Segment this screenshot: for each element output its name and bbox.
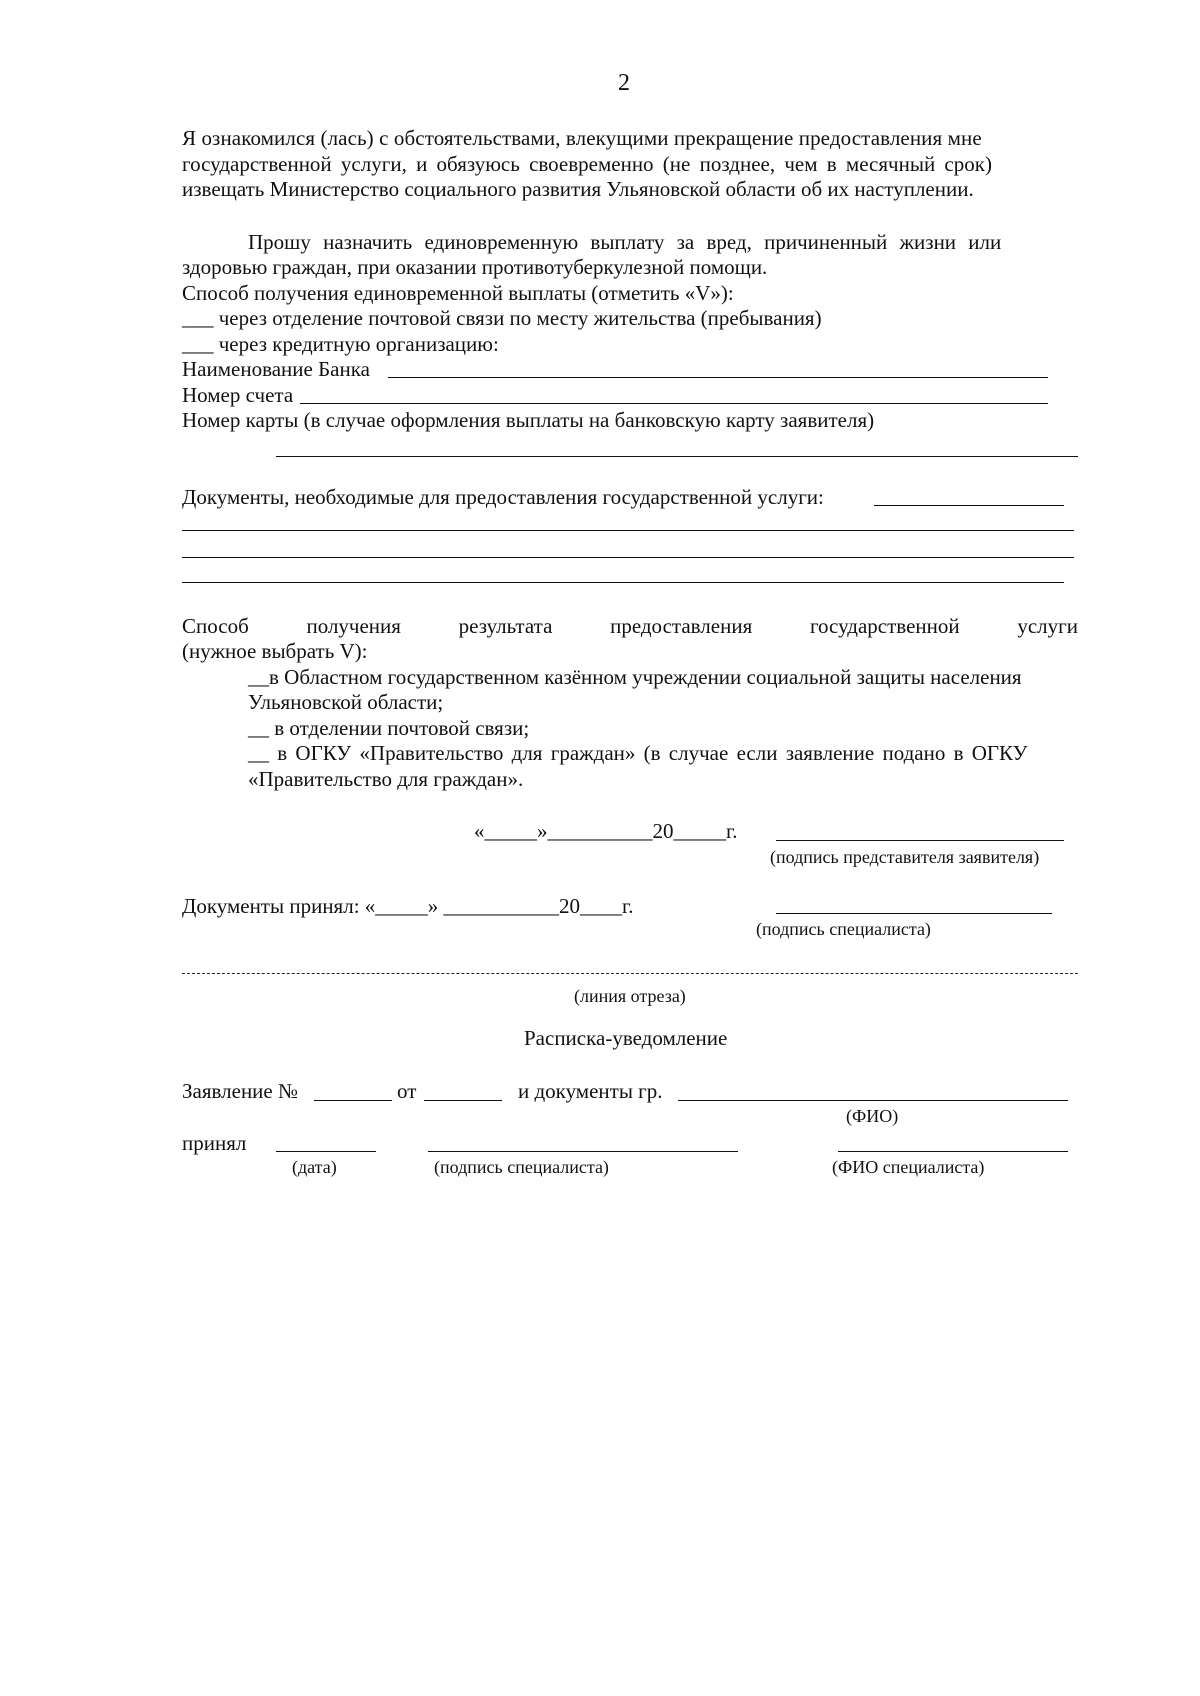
card-number-label: Номер карты (в случае оформления выплаты на банковскую карту заявителя) [182, 408, 875, 432]
specialist-signature-field[interactable] [776, 913, 1052, 914]
result-option-2: __ в отделении почтовой связи; [248, 716, 530, 740]
applicant-signature-field[interactable] [776, 840, 1064, 841]
receipt-from-label: от [397, 1079, 417, 1103]
bank-name-label: Наименование Банка [182, 357, 370, 381]
documents-label: Документы, необходимые для предоставления государственной услуги: [182, 485, 824, 509]
result-option-1-line-2: Ульяновской области; [248, 690, 444, 714]
receipt-fio-caption: (ФИО) [846, 1106, 899, 1126]
documents-field-1[interactable] [874, 505, 1064, 506]
option-credit-org: ___ через кредитную организацию: [182, 332, 499, 356]
result-word-5: государственной [809, 614, 960, 638]
documents-field-2[interactable] [182, 530, 1074, 531]
receipt-specialist-signature-field[interactable] [428, 1151, 738, 1152]
result-method-line-2: (нужное выбрать V): [182, 639, 368, 663]
bank-name-field[interactable] [388, 377, 1048, 378]
result-option-1-line-1: __в Областном государственном казённом учреждении социальной защиты населения [248, 665, 1022, 689]
intro-line-2: государственной услуги, и обязуюсь своевременно (не позднее, чем в месячный срок) [182, 152, 992, 176]
result-method-line-1 [182, 613, 1078, 639]
result-option-3-line-2: «Правительство для граждан». [248, 767, 524, 791]
page-number: 2 [618, 70, 630, 96]
intro-line-3: извещать Министерство социального развития Ульяновской области об их наступлении. [182, 177, 974, 201]
receipt-signature-caption: (подпись специалиста) [434, 1157, 609, 1177]
account-number-label: Номер счета [182, 383, 294, 407]
receipt-statement-label: Заявление № [182, 1079, 299, 1103]
result-word-6: услуги [1017, 614, 1078, 638]
applicant-date: «_____»__________20_____г. [474, 819, 738, 843]
card-number-field[interactable] [276, 456, 1078, 457]
receipt-date-field[interactable] [424, 1100, 502, 1101]
receipt-specialist-fio-field[interactable] [838, 1151, 1068, 1152]
receipt-accepted-label: принял [182, 1131, 247, 1155]
receipt-specialist-fio-caption: (ФИО специалиста) [832, 1157, 985, 1177]
payment-method-label: Способ получения единовременной выплаты (отметить «V»): [182, 281, 734, 305]
receipt-docs-label: и документы гр. [518, 1079, 663, 1103]
cut-line [182, 973, 1078, 974]
result-word-2: получения [306, 614, 401, 638]
account-number-field[interactable] [300, 403, 1048, 404]
receipt-fio-field[interactable] [678, 1100, 1068, 1101]
request-line-1: Прошу назначить единовременную выплату за вред, причиненный жизни или [248, 230, 1002, 254]
result-option-3-line-1: __ в ОГКУ «Правительство для граждан» (в случае если заявление подано в ОГКУ [248, 741, 1028, 765]
documents-field-3[interactable] [182, 557, 1074, 558]
applicant-signature-caption: (подпись представителя заявителя) [770, 847, 1040, 867]
specialist-signature-caption: (подпись специалиста) [756, 919, 931, 939]
cut-line-caption: (линия отреза) [574, 986, 686, 1006]
receipt-title: Расписка-уведомление [524, 1026, 728, 1050]
documents-field-4[interactable] [182, 582, 1064, 583]
option-post-office: ___ через отделение почтовой связи по месту жительства (пребывания) [182, 306, 822, 330]
intro-line-1: Я ознакомился (лась) с обстоятельствами, влекущими прекращение предоставления мне [182, 126, 982, 150]
accepted-label: Документы принял: «_____» ___________20____г. [182, 894, 634, 918]
result-word-4: предоставления [610, 614, 753, 638]
receipt-statement-number-field[interactable] [314, 1100, 392, 1101]
result-word-1: Способ [182, 614, 249, 638]
receipt-date-caption: (дата) [292, 1157, 337, 1177]
receipt-accepted-date-field[interactable] [276, 1151, 376, 1152]
result-word-3: результата [458, 614, 553, 638]
request-line-2: здоровью граждан, при оказании противотуберкулезной помощи. [182, 255, 768, 279]
